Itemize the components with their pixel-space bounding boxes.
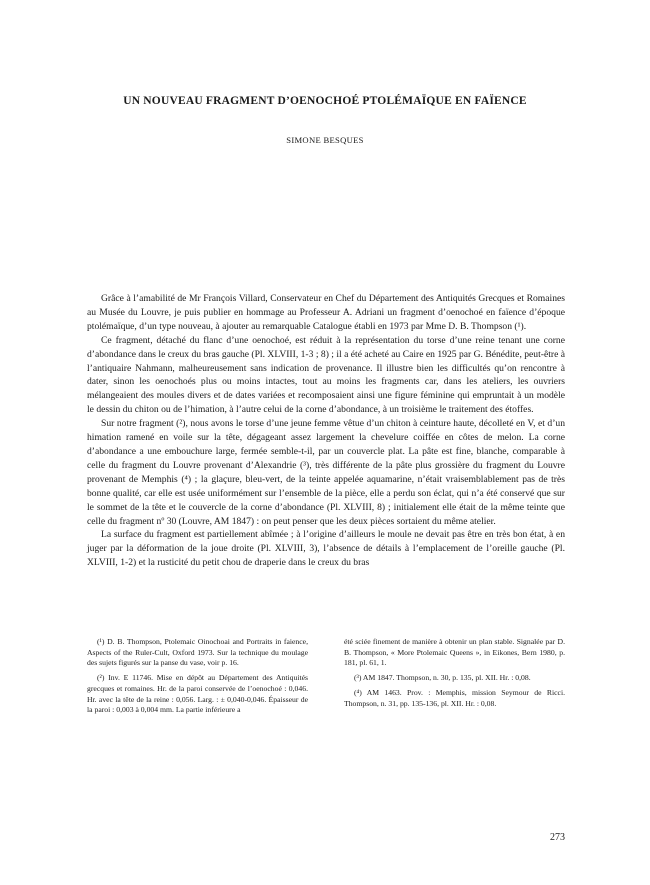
author-name: SIMONE BESQUES — [286, 135, 364, 145]
body-text — [87, 292, 565, 570]
footnotes-right-column — [344, 637, 565, 720]
paragraph: La surface du fragment est partiellement abîmée ; à l’origine d’ailleurs le moule ne devait pas être en très bon état, à en juger par la déformation de la joue droite (Pl. XLVIII, 3), l’absence de détails à l’emplacement de l’oreille gauche (Pl. XLVIII, 1-2) et la rusticité du petit chou de draperie dans le creux du bras — [87, 529, 565, 569]
page-number: 273 — [550, 832, 565, 843]
footnote: (²) Inv. E 11746. Mise en dépôt au Département des Antiquités grecques et romaines. Hr. de la paroi conservée de l’oenochoé : 0,046. Hr. avec la tête de la reine : 0,056. Larg. : ± 0,040-0,046. Épaisseur de la paroi : 0,003 à 0,004 mm. La partie inférieure a — [87, 673, 308, 715]
footnotes — [87, 637, 565, 720]
footnote: (⁴) AM 1463. Prov. : Memphis, mission Seymour de Ricci. Thompson, n. 31, pp. 135-136, pl. XII. Hr. : 0,08. — [344, 687, 565, 708]
paragraph: Ce fragment, détaché du flanc d’une oenochoé, est réduit à la représentation du torse d’une reine tenant une corne d’abondance dans le creux du bras gauche (Pl. XLVIII, 1-3 ; 8) ; il a été acheté au Caire en 1925 par G. Bénédite, peut-être à l’antiquaire Nahmann, malheureusement sans indication de provenance. Il illustre bien les difficultés qu’on rencontre à dater, sinon les oenochoés plus ou moins intactes, tout au moins les fragments car, dans les ateliers, les ouvriers mélangeaient des moules divers et de dates variées et recomposaient ainsi une figure féminine qui empruntait à un modèle le dessin du chiton ou de l’himation, à l’autre celui de la corne d’abondance, à un troisième le traitement des étoffes. — [87, 334, 565, 416]
footnote-continuation: été sciée finement de manière à obtenir un plan stable. Signalée par D. B. Thompson, « More Ptolemaic Queens », in Eikones, Bern 1980, p. 181, pl. 61, 1. — [344, 637, 565, 668]
article-title: UN NOUVEAU FRAGMENT D’OENOCHOÉ PTOLÉMAÏQUE EN FAÏENCE — [123, 95, 527, 107]
footnotes-left-column — [87, 637, 308, 720]
footnote: (³) AM 1847. Thompson, n. 30, p. 135, pl. XII. Hr. : 0,08. — [354, 673, 531, 683]
paragraph: Sur notre fragment (²), nous avons le torse d’une jeune femme vêtue d’un chiton à ceinture haute, décolleté en V, et d’un himation ramené en voile sur la tête, dégageant assez largement la chevelure coiffée en côtes de melon. La corne d’abondance a une embouchure large, fermée semble-t-il, par un couvercle plat. La pâte est fine, blanche, comparable à celle du fragment du Louvre provenant d’Alexandrie (³), très différente de la pâte plus grossière du fragment du Louvre provenant de Memphis (⁴) ; la glaçure, bleu-vert, de la teinte appelée aquamarine, n’était vraisemblablement pas de très bonne qualité, car elle est usée uniformément sur l’ensemble de la pièce, elle a perdu son éclat, qui n’a été conservé que sur le sommet de la tête et le couvercle de la corne d’abondance (Pl. XLVIII, 8) ; initialement elle était de la même teinte que celle du fragment nº 30 (Louvre, AM 1847) : on peut penser que les deux pièces sortaient du même atelier. — [87, 418, 565, 527]
footnote: (¹) D. B. Thompson, Ptolemaic Oinochoai and Portraits in faience, Aspects of the Ruler-Cult, Oxford 1973. Sur la technique du moulage des sujets figurés sur la panse du vase, voir p. 16. — [87, 637, 308, 668]
paragraph: Grâce à l’amabilité de Mr François Villard, Conservateur en Chef du Département des Antiquités Grecques et Romaines au Musée du Louvre, je puis publier en hommage au Professeur A. Adriani un fragment d’oenochoé en faïence d’époque ptolémaïque, d’un type nouveau, à ajouter au remarquable Catalogue établi en 1973 par Mme D. B. Thompson (¹). — [87, 293, 565, 332]
